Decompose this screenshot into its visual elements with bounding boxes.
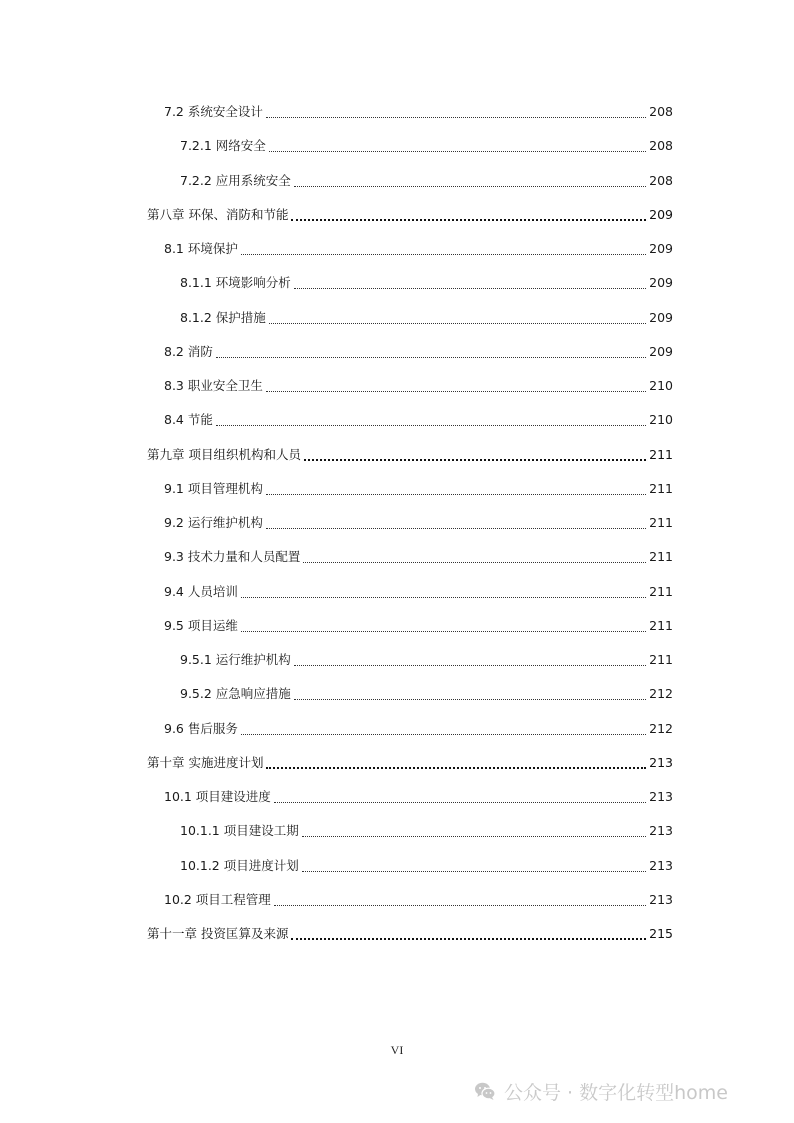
toc-entry-page: 211 — [649, 549, 673, 564]
toc-dot-leader — [269, 151, 646, 152]
toc-entry-label: 9.1 项目管理机构 — [164, 481, 263, 496]
toc-chapter-entry[interactable] — [147, 753, 673, 773]
toc-dot-leader — [291, 938, 646, 940]
toc-entry[interactable] — [180, 856, 673, 876]
toc-entry-label: 8.3 职业安全卫生 — [164, 378, 263, 393]
toc-entry-page: 209 — [649, 241, 673, 256]
toc-dot-leader — [241, 734, 646, 735]
toc-entry-label: 9.2 运行维护机构 — [164, 515, 263, 530]
toc-entry[interactable] — [164, 410, 673, 430]
toc-entry-label: 10.2 项目工程管理 — [164, 892, 271, 907]
toc-entry-page: 213 — [649, 789, 673, 804]
toc-entry-page: 210 — [649, 412, 673, 427]
toc-dot-leader — [266, 494, 646, 495]
toc-entry[interactable] — [164, 102, 673, 122]
toc-entry-page: 209 — [649, 344, 673, 359]
toc-entry-page: 209 — [649, 275, 673, 290]
toc-dot-leader — [304, 459, 646, 461]
toc-entry-page: 213 — [649, 755, 673, 770]
toc-entry[interactable] — [180, 821, 673, 841]
toc-dot-leader — [266, 391, 646, 392]
wechat-icon — [474, 1081, 496, 1101]
toc-entry-page: 213 — [649, 823, 673, 838]
toc-entry[interactable] — [164, 890, 673, 910]
toc-entry[interactable] — [180, 136, 673, 156]
toc-entry-page: 210 — [649, 378, 673, 393]
toc-dot-leader — [274, 802, 646, 803]
toc-entry-page: 215 — [649, 926, 673, 941]
toc-entry-page: 212 — [649, 721, 673, 736]
toc-entry-label: 7.2 系统安全设计 — [164, 104, 263, 119]
toc-dot-leader — [294, 665, 646, 666]
toc-entry-page: 211 — [649, 652, 673, 667]
toc-entry-page: 209 — [649, 310, 673, 325]
toc-entry[interactable] — [164, 342, 673, 362]
toc-dot-leader — [294, 699, 646, 700]
toc-dot-leader — [216, 357, 646, 358]
toc-entry-page: 209 — [649, 207, 673, 222]
toc-dot-leader — [241, 597, 646, 598]
toc-dot-leader — [302, 871, 646, 872]
toc-chapter-entry[interactable] — [147, 924, 673, 944]
toc-entry-page: 213 — [649, 892, 673, 907]
toc-chapter-entry[interactable] — [147, 445, 673, 465]
toc-dot-leader — [266, 767, 646, 769]
toc-entry-label: 10.1.1 项目建设工期 — [180, 823, 299, 838]
toc-entry-page: 211 — [649, 447, 673, 462]
toc-dot-leader — [266, 117, 646, 118]
toc-entry[interactable] — [164, 547, 673, 567]
toc-dot-leader — [266, 528, 646, 529]
toc-entry-label: 7.2.2 应用系统安全 — [180, 173, 291, 188]
toc-entry-label: 8.1 环境保护 — [164, 241, 238, 256]
toc-dot-leader — [294, 288, 646, 289]
toc-dot-leader — [303, 562, 646, 563]
toc-dot-leader — [302, 836, 646, 837]
toc-entry[interactable] — [164, 376, 673, 396]
toc-entry-page: 208 — [649, 138, 673, 153]
toc-entry-label: 9.6 售后服务 — [164, 721, 238, 736]
toc-entry[interactable] — [180, 650, 673, 670]
toc-entry-label: 10.1.2 项目进度计划 — [180, 858, 299, 873]
watermark — [474, 1076, 728, 1106]
toc-entry[interactable] — [164, 513, 673, 533]
toc-entry[interactable] — [180, 171, 673, 191]
page-number: VI — [390, 1043, 404, 1057]
toc-chapter-entry[interactable] — [147, 205, 673, 225]
toc-entry-label: 9.5 项目运维 — [164, 618, 238, 633]
toc-entry-label: 9.5.2 应急响应措施 — [180, 686, 291, 701]
toc-entry-label: 9.5.1 运行维护机构 — [180, 652, 291, 667]
toc-entry-page: 211 — [649, 481, 673, 496]
toc-entry-label: 第十章 实施进度计划 — [147, 755, 264, 770]
toc-entry-label: 7.2.1 网络安全 — [180, 138, 266, 153]
toc-entry-page: 211 — [649, 618, 673, 633]
toc-entry-page: 208 — [649, 173, 673, 188]
toc-dot-leader — [216, 425, 646, 426]
toc-entry[interactable] — [164, 239, 673, 259]
toc-entry-page: 211 — [649, 584, 673, 599]
toc-dot-leader — [294, 186, 646, 187]
toc-entry-page: 213 — [649, 858, 673, 873]
toc-dot-leader — [241, 631, 646, 632]
toc-entry-label: 8.2 消防 — [164, 344, 213, 359]
toc-entry-label: 第九章 项目组织机构和人员 — [147, 447, 301, 462]
toc-entry-page: 212 — [649, 686, 673, 701]
toc-dot-leader — [269, 323, 646, 324]
toc-entry-label: 8.1.2 保护措施 — [180, 310, 266, 325]
watermark-text: 公众号 · 数字化转型home — [504, 1081, 728, 1104]
toc-entry-label: 8.4 节能 — [164, 412, 213, 427]
toc-entry[interactable] — [180, 308, 673, 328]
toc-entry-page: 208 — [649, 104, 673, 119]
toc-entry-label: 8.1.1 环境影响分析 — [180, 275, 291, 290]
toc-entry[interactable] — [180, 684, 673, 704]
toc-dot-leader — [274, 905, 646, 906]
toc-entry[interactable] — [164, 719, 673, 739]
toc-entry[interactable] — [164, 582, 673, 602]
toc-entry-label: 10.1 项目建设进度 — [164, 789, 271, 804]
toc-entry[interactable] — [180, 273, 673, 293]
toc-entry-label: 9.4 人员培训 — [164, 584, 238, 599]
toc-dot-leader — [241, 254, 646, 255]
toc-entry-label: 9.3 技术力量和人员配置 — [164, 549, 301, 564]
toc-entry[interactable] — [164, 616, 673, 636]
toc-entry-label: 第十一章 投资匡算及来源 — [147, 926, 289, 941]
toc-entry-label: 第八章 环保、消防和节能 — [147, 207, 289, 222]
toc-entry-page: 211 — [649, 515, 673, 530]
toc-dot-leader — [291, 219, 646, 221]
toc-entry[interactable] — [164, 787, 673, 807]
toc-entry[interactable] — [164, 479, 673, 499]
